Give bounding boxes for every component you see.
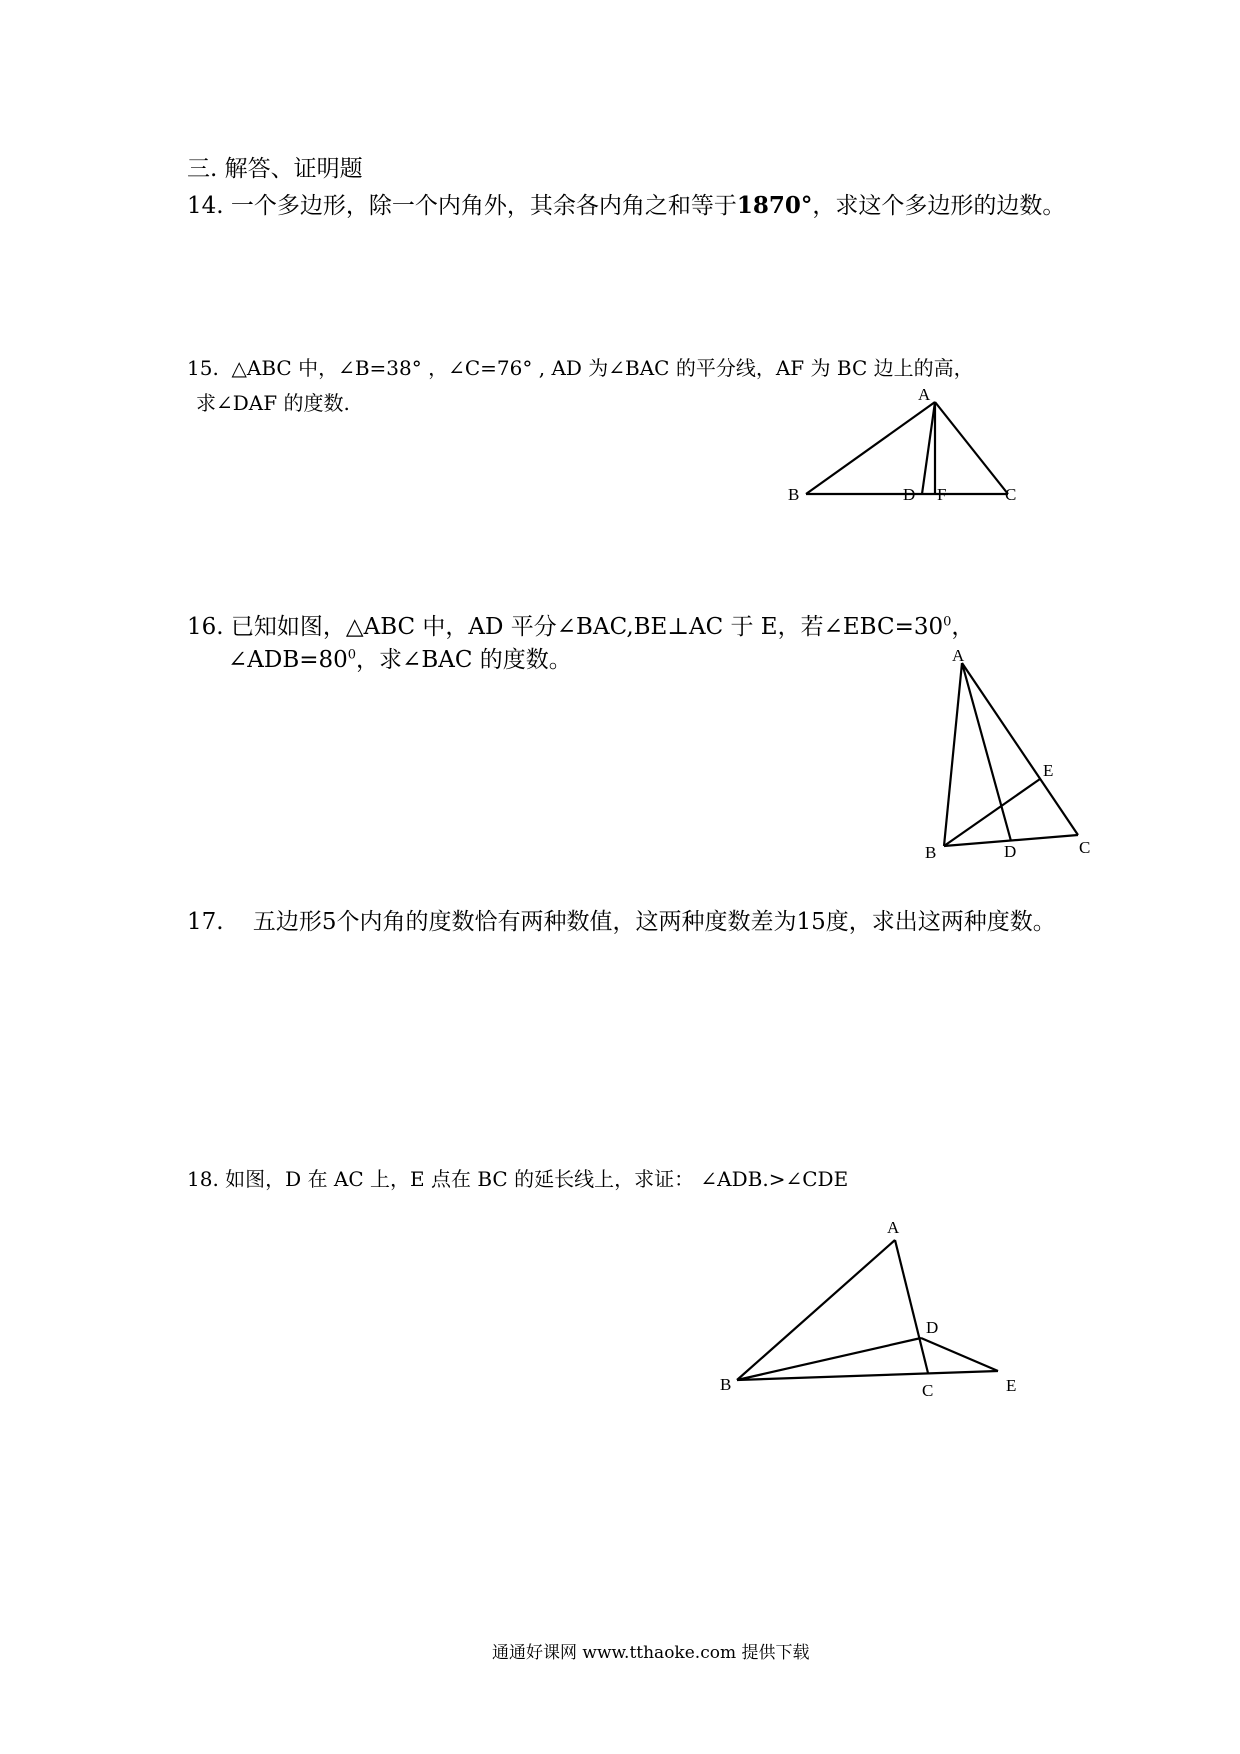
question-number: 18. <box>187 1167 219 1191</box>
label-C: C <box>1079 838 1091 857</box>
label-E: E <box>1006 1376 1017 1395</box>
label-B: B <box>925 843 937 862</box>
segment-AD <box>962 663 1011 841</box>
question-text: △ABC 中，∠B=38° ，∠C=76° , AD 为∠BAC 的平分线，AF 为 BC 边上的高， <box>231 356 974 380</box>
label-B: B <box>788 485 800 504</box>
label-C: C <box>1005 485 1017 504</box>
question-text: 如图，D 在 AC 上，E 点在 BC 的延长线上，求证： ∠ADB.>∠CDE <box>225 1167 849 1191</box>
question-number: 15. <box>187 356 219 380</box>
figure-q18 <box>720 1218 1016 1400</box>
label-A: A <box>887 1218 900 1237</box>
question-text: 五边形5个内角的度数恰有两种数值，这两种度数差为15度，求出这两种度数。 <box>252 909 1056 935</box>
segment-AC <box>962 663 1078 835</box>
angle-sum-value: 1870° <box>736 192 813 219</box>
segment-BE <box>737 1371 998 1380</box>
segment-AD <box>922 402 935 494</box>
segment-AC <box>895 1240 928 1373</box>
figure-q15 <box>788 385 1016 504</box>
label-D: D <box>1004 842 1017 861</box>
label-A: A <box>952 646 965 665</box>
question-number: 16. <box>187 614 224 640</box>
label-D: D <box>903 485 916 504</box>
label-A: A <box>918 385 931 404</box>
segment-AB <box>944 663 962 846</box>
question-text: ，求∠BAC 的度数。 <box>356 647 572 673</box>
segment-AB <box>806 402 935 494</box>
question-text: ∠ADB=80 <box>228 647 348 673</box>
label-E: E <box>1043 761 1054 780</box>
segment-BE <box>944 779 1040 846</box>
question-text-end: ，求这个多边形的边数。 <box>812 193 1066 219</box>
label-F: F <box>937 485 947 504</box>
question-number: 17. <box>187 909 224 935</box>
question-text: ， <box>951 614 975 640</box>
figure-q16 <box>925 646 1090 862</box>
segment-AC <box>935 402 1008 494</box>
segment-DE <box>921 1338 998 1371</box>
label-B: B <box>720 1375 732 1394</box>
question-15-line2: 求∠DAF 的度数. <box>196 391 350 415</box>
degree-superscript: 0 <box>347 647 357 663</box>
label-D: D <box>926 1318 939 1337</box>
question-text: 已知如图，△ABC 中，AD 平分∠BAC,BE⊥AC 于 E，若∠EBC=30 <box>230 614 944 640</box>
segment-AB <box>737 1240 895 1380</box>
question-text: 一个多边形，除一个内角外，其余各内角之和等于 <box>230 193 737 219</box>
question-number: 14. <box>187 193 224 219</box>
page-footer: 通通好课网 www.tthaoke.com 提供下载 <box>492 1643 810 1663</box>
label-C: C <box>922 1381 934 1400</box>
section-title: 三. 解答、证明题 <box>187 156 363 182</box>
degree-superscript: 0 <box>943 614 952 630</box>
